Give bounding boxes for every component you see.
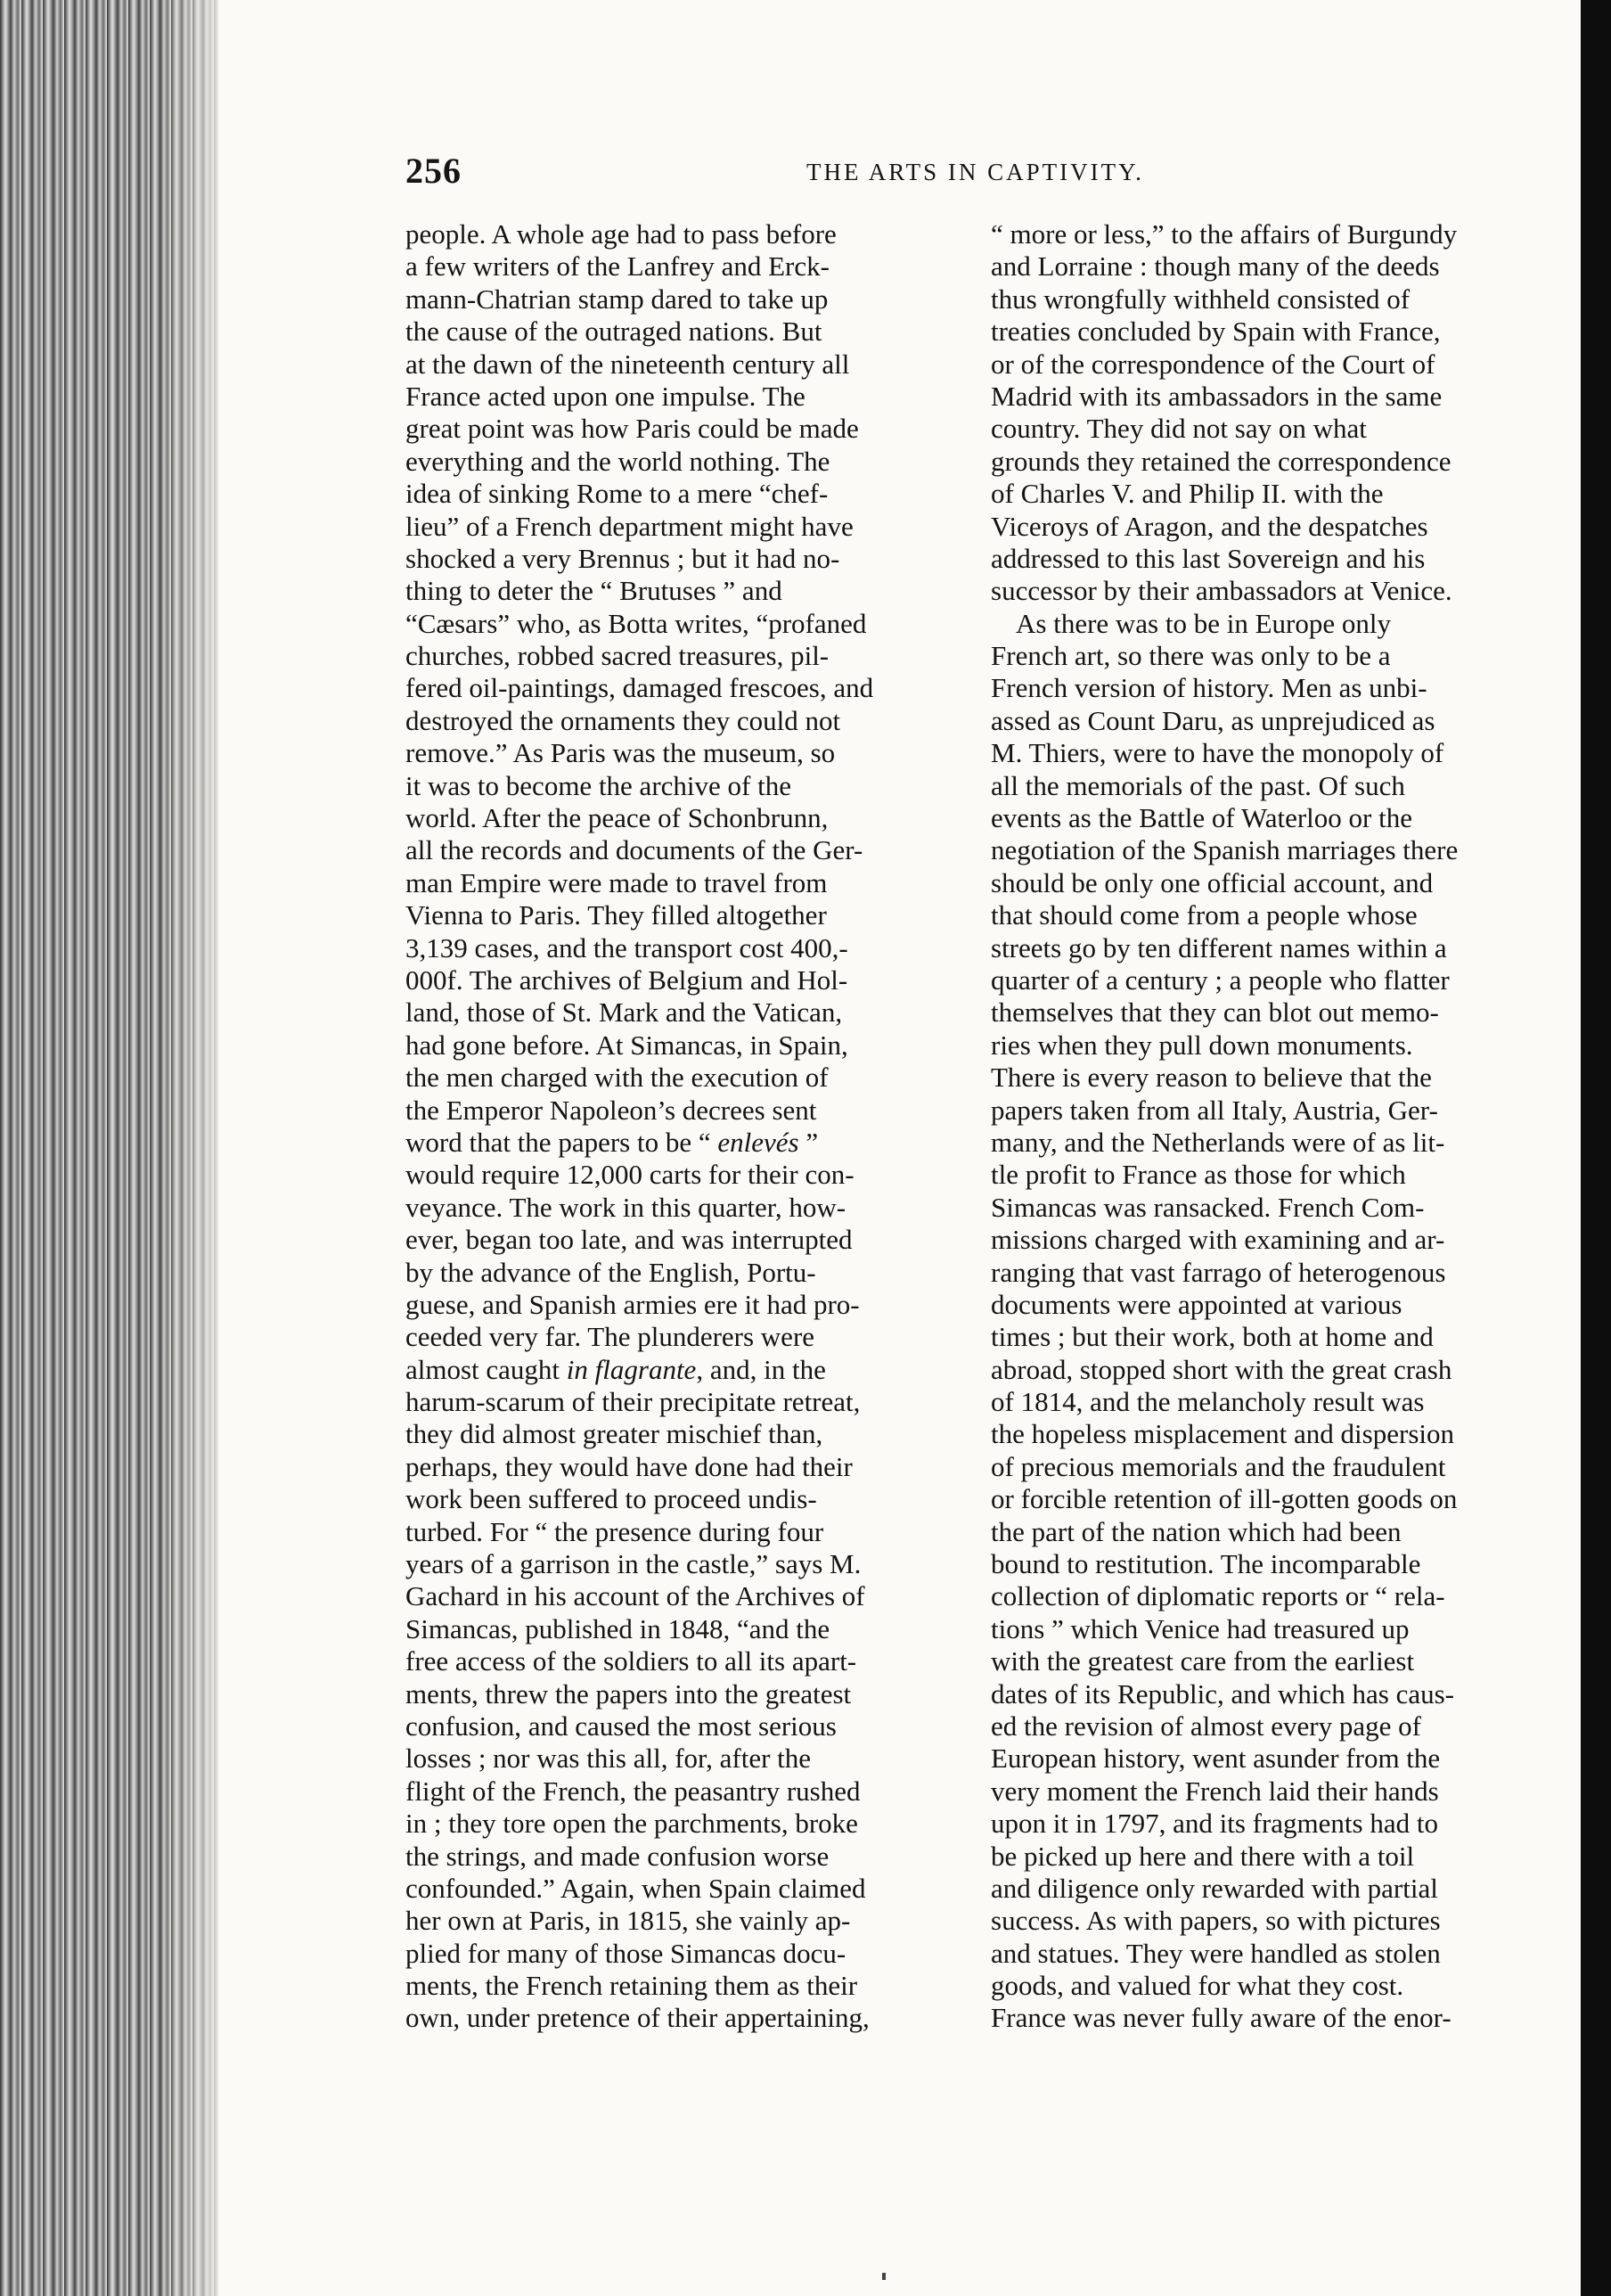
text-line: dates of its Republic, and which has caus-: [991, 1677, 1454, 1710]
text-line: land, those of St. Mark and the Vatican,: [405, 996, 843, 1029]
text-line: had gone before. At Simancas, in Spain,: [405, 1029, 848, 1061]
text-line: great point was how Paris could be made: [405, 413, 859, 445]
text-line: collection of diplomatic reports or “ rela-: [991, 1580, 1445, 1612]
text-line: successor by their ambassadors at Venice.: [991, 575, 1452, 607]
text-line: destroyed the ornaments they could not: [405, 704, 841, 736]
text-line: papers taken from all Italy, Austria, Ger-: [991, 1094, 1438, 1126]
text-line: goods, and valued for what they cost.: [991, 1970, 1404, 2002]
text-line: idea of sinking Rome to a mere “chef-: [405, 478, 829, 510]
text-line: by the advance of the English, Portu-: [405, 1256, 816, 1288]
text-line: almost caught in flagrante, and, in the: [405, 1353, 826, 1385]
text-line: missions charged with examining and ar-: [991, 1224, 1445, 1256]
text-line: “ more or less,” to the affairs of Burgundy: [991, 218, 1458, 250]
text-line: Madrid with its ambassadors in the same: [991, 380, 1443, 412]
text-line: confounded.” Again, when Spain claimed: [405, 1872, 866, 1904]
text-line: negotiation of the Spanish marriages there: [991, 834, 1459, 866]
text-line: that should come from a people whose: [991, 899, 1418, 931]
text-line: times ; but their work, both at home and: [991, 1321, 1434, 1353]
text-line: they did almost greater mischief than,: [405, 1418, 823, 1450]
text-line: ments, threw the papers into the greatest: [405, 1677, 852, 1710]
text-line: tions ” which Venice had treasured up: [991, 1612, 1410, 1644]
text-line: or of the correspondence of the Court of: [991, 348, 1435, 380]
text-line: at the dawn of the nineteenth century all: [405, 348, 850, 380]
text-line: with the greatest care from the earliest: [991, 1645, 1415, 1677]
text-line: remove.” As Paris was the museum, so: [405, 737, 836, 769]
text-line: the strings, and made confusion worse: [405, 1840, 830, 1872]
text-line: French art, so there was only to be a: [991, 640, 1391, 672]
text-line: M. Thiers, were to have the monopoly of: [991, 737, 1444, 769]
text-line: Simancas, published in 1848, “and the: [405, 1612, 830, 1644]
text-line: upon it in 1797, and its fragments had to: [991, 1808, 1438, 1840]
text-line: thus wrongfully withheld consisted of: [991, 283, 1411, 315]
text-line: own, under pretence of their appertaining,: [405, 2002, 870, 2034]
text-line: the hopeless misplacement and dispersion: [991, 1418, 1454, 1450]
text-line: “Cæsars” who, as Botta writes, “profaned: [405, 607, 867, 639]
text-line: world. After the peace of Schonbrunn,: [405, 802, 829, 834]
text-line: very moment the French laid their hands: [991, 1775, 1439, 1807]
page-number: 256: [405, 151, 462, 191]
text-line: man Empire were made to travel from: [405, 866, 828, 898]
text-line: success. As with papers, so with pictures: [991, 1905, 1441, 1937]
text-line: treaties concluded by Spain with France,: [991, 316, 1441, 348]
text-line: be picked up here and there with a toil: [991, 1840, 1415, 1872]
text-line: a few writers of the Lanfrey and Erck-: [405, 250, 830, 283]
text-line: the part of the nation which had been: [991, 1515, 1402, 1547]
text-line: European history, went asunder from the: [991, 1742, 1441, 1775]
running-header: [405, 150, 1537, 194]
text-line: 000f. The archives of Belgium and Hol-: [405, 964, 848, 996]
text-line: many, and the Netherlands were of as lit-: [991, 1126, 1445, 1158]
text-line: losses ; nor was this all, for, after the: [405, 1742, 812, 1775]
text-line: veyance. The work in this quarter, how-: [405, 1191, 846, 1223]
text-line: years of a garrison in the castle,” says M.: [405, 1548, 862, 1580]
text-line: would require 12,000 carts for their con-: [405, 1159, 855, 1191]
text-line: harum-scarum of their precipitate retreat,: [405, 1386, 861, 1418]
text-line: word that the papers to be “ enlevés ”: [405, 1126, 819, 1158]
text-line: Simancas was ransacked. French Com-: [991, 1191, 1425, 1223]
text-line: Vienna to Paris. They filled altogether: [405, 899, 827, 931]
text-line: quarter of a century ; a people who flatter: [991, 964, 1450, 996]
text-line: flight of the French, the peasantry rushed: [405, 1775, 861, 1807]
text-line: of 1814, and the melancholy result was: [991, 1386, 1425, 1418]
text-line: grounds they retained the correspondence: [991, 445, 1452, 477]
text-line: France was never fully aware of the enor-: [991, 2002, 1452, 2034]
text-line: the Emperor Napoleon’s decrees sent: [405, 1094, 817, 1126]
text-line: tle profit to France as those for which: [991, 1159, 1406, 1191]
text-line: abroad, stopped short with the great crash: [991, 1353, 1452, 1385]
text-line: bound to restitution. The incomparable: [991, 1548, 1421, 1580]
text-line: turbed. For “ the presence during four: [405, 1515, 824, 1547]
text-line: thing to deter the “ Brutuses ” and: [405, 575, 782, 607]
text-line: ed the revision of almost every page of: [991, 1710, 1421, 1742]
text-line: in ; they tore open the parchments, broke: [405, 1808, 858, 1840]
text-line: ranging that vast farrago of heterogenous: [991, 1256, 1446, 1288]
text-line: addressed to this last Sovereign and his: [991, 542, 1426, 574]
text-line: and Lorraine : though many of the deeds: [991, 250, 1440, 283]
text-line: ries when they pull down monuments.: [991, 1029, 1413, 1061]
text-line: guese, and Spanish armies ere it had pro-: [405, 1288, 860, 1320]
text-line: themselves that they can blot out memo-: [991, 996, 1439, 1029]
text-line: everything and the world nothing. The: [405, 445, 830, 477]
text-line: ments, the French retaining them as their: [405, 1970, 858, 2002]
text-line: it was to become the archive of the: [405, 769, 791, 801]
text-line: As there was to be in Europe only: [1016, 607, 1391, 639]
text-line: should be only one official account, and: [991, 866, 1434, 898]
text-line: mann-Chatrian stamp dared to take up: [405, 283, 829, 315]
text-line: Viceroys of Aragon, and the despatches: [991, 510, 1428, 542]
text-line: French version of history. Men as unbi-: [991, 672, 1427, 704]
text-line: France acted upon one impulse. The: [405, 380, 806, 412]
text-line: or forcible retention of ill-gotten goods on: [991, 1483, 1458, 1515]
text-line: lieu” of a French department might have: [405, 510, 854, 542]
text-line: documents were appointed at various: [991, 1288, 1402, 1320]
text-line: Gachard in his account of the Archives of: [405, 1580, 865, 1612]
text-line: streets go by ten different names within a: [991, 931, 1447, 964]
text-line: all the memorials of the past. Of such: [991, 769, 1405, 801]
right-text-column: [991, 218, 1525, 2035]
text-line: events as the Battle of Waterloo or the: [991, 802, 1412, 834]
text-line: the cause of the outraged nations. But: [405, 316, 822, 348]
text-line: country. They did not say on what: [991, 413, 1367, 445]
text-line: perhaps, they would have done had their: [405, 1450, 853, 1482]
text-line: her own at Paris, in 1815, she vainly ap-: [405, 1905, 851, 1937]
text-line: shocked a very Brennus ; but it had no-: [405, 542, 840, 574]
text-line: and diligence only rewarded with partial: [991, 1872, 1438, 1904]
text-line: assed as Count Daru, as unprejudiced as: [991, 704, 1435, 736]
text-line: the men charged with the execution of: [405, 1062, 829, 1094]
text-line: free access of the soldiers to all its apart-: [405, 1645, 857, 1677]
scan-right-border: [1581, 0, 1611, 2296]
text-line: fered oil-paintings, damaged frescoes, and: [405, 672, 874, 704]
text-line: There is every reason to believe that the: [991, 1062, 1432, 1094]
text-line: of Charles V. and Philip II. with the: [991, 478, 1384, 510]
text-line: all the records and documents of the Ger-: [405, 834, 863, 866]
text-line: plied for many of those Simancas docu-: [405, 1937, 846, 1969]
text-line: of precious memorials and the fraudulent: [991, 1450, 1446, 1482]
scan-speck: [882, 2273, 886, 2280]
text-line: and statues. They were handled as stolen: [991, 1937, 1441, 1969]
running-title: THE ARTS IN CAPTIVITY.: [806, 159, 1144, 185]
text-line: ceeded very far. The plunderers were: [405, 1321, 815, 1353]
text-line: people. A whole age had to pass before: [405, 218, 837, 250]
left-text-column: [405, 218, 956, 2035]
text-line: 3,139 cases, and the transport cost 400,-: [405, 931, 848, 964]
text-line: ever, began too late, and was interrupted: [405, 1224, 853, 1256]
text-line: churches, robbed sacred treasures, pil-: [405, 640, 830, 672]
text-line: confusion, and caused the most serious: [405, 1710, 837, 1742]
text-line: work been suffered to proceed undis-: [405, 1483, 817, 1515]
